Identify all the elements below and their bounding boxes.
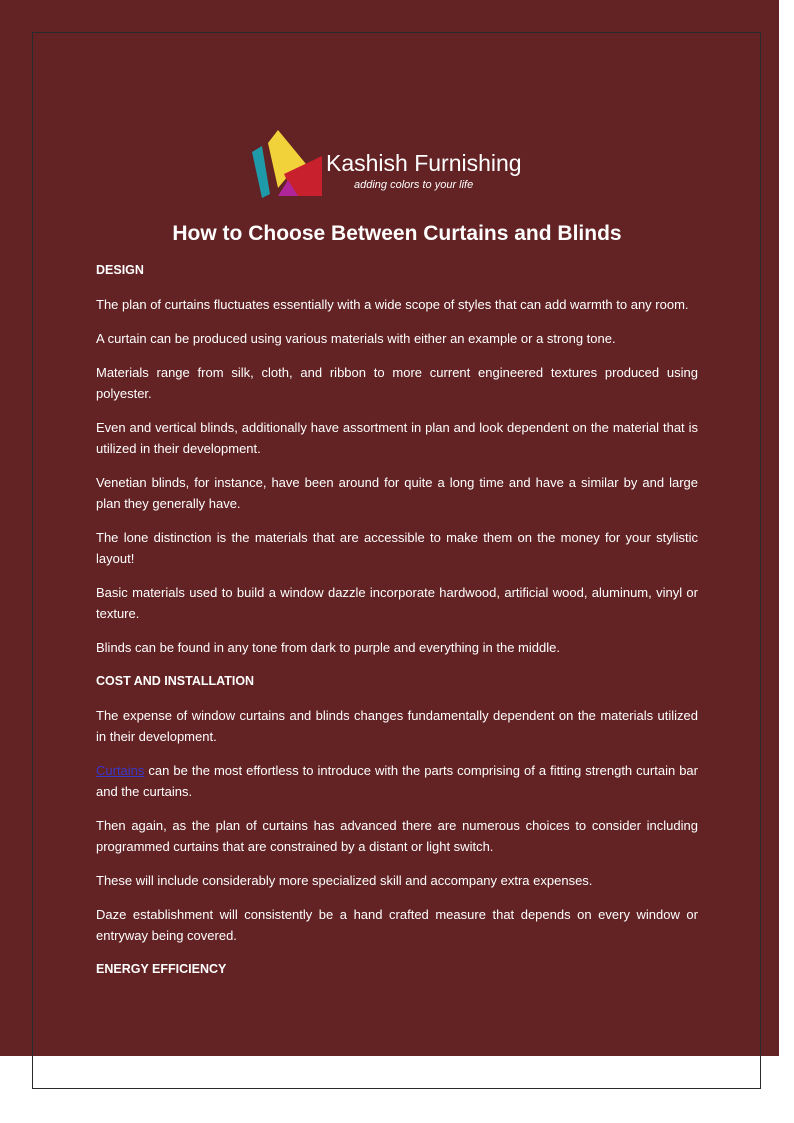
paragraph: Basic materials used to build a window dazzle incorporate hardwood, artificial wood, aluminum, vinyl or texture. xyxy=(96,585,698,621)
paragraph: Blinds can be found in any tone from dark to purple and everything in the middle. xyxy=(96,640,560,655)
paragraph: The expense of window curtains and blinds changes fundamentally dependent on the materials utilized in their development. xyxy=(96,708,698,744)
paragraph: A curtain can be produced using various materials with either an example or a strong tone. xyxy=(96,331,616,346)
section-heading-energy: ENERGY EFFICIENCY xyxy=(96,962,227,976)
paragraph: The plan of curtains fluctuates essentially with a wide scope of styles that can add warmth to any room. xyxy=(96,297,689,312)
logo xyxy=(250,128,540,200)
section-heading-design: DESIGN xyxy=(96,263,144,277)
paragraph-with-link xyxy=(96,760,698,802)
paragraph: Venetian blinds, for instance, have been around for quite a long time and have a similar by and large plan they generally have. xyxy=(96,475,698,511)
article-body xyxy=(96,220,698,993)
paragraph: These will include considerably more specialized skill and accompany extra expenses. xyxy=(96,873,593,888)
paragraph: Then again, as the plan of curtains has advanced there are numerous choices to consider including programmed curtains that are constrained by a distant or light switch. xyxy=(96,818,698,854)
paragraph: The lone distinction is the materials that are accessible to make them on the money for your stylistic layout! xyxy=(96,530,698,566)
paragraph: Daze establishment will consistently be a hand crafted measure that depends on every window or entryway being covered. xyxy=(96,907,698,943)
paragraph-text: can be the most effortless to introduce with the parts comprising of a fitting strength curtain bar and the curtains. xyxy=(96,763,698,799)
paragraph: Materials range from silk, cloth, and ribbon to more current engineered textures produced using polyester. xyxy=(96,365,698,401)
curtains-link[interactable]: Curtains xyxy=(96,763,145,778)
brand-name: Kashish Furnishing xyxy=(326,150,522,176)
section-heading-cost: COST AND INSTALLATION xyxy=(96,674,255,688)
paragraph: Even and vertical blinds, additionally have assortment in plan and look dependent on the material that is utilized in their development. xyxy=(96,420,698,456)
article-title: How to Choose Between Curtains and Blinds xyxy=(172,222,622,245)
kashish-k-logo-icon xyxy=(250,128,322,200)
brand-tagline: adding colors to your life xyxy=(354,179,474,191)
